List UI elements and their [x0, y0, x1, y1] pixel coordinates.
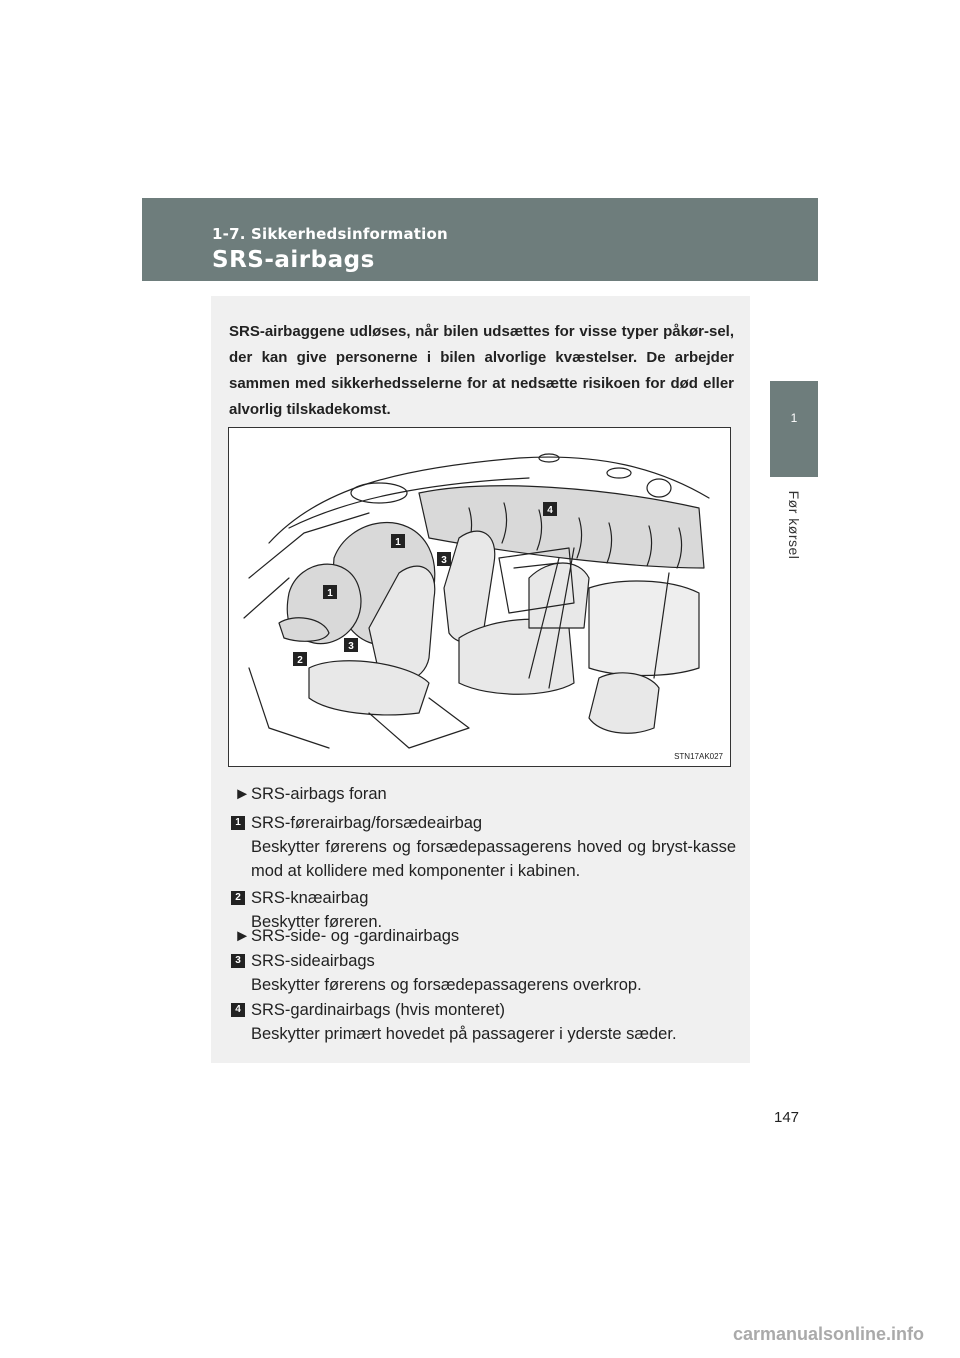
figure-badge-3b-label: 3 — [348, 641, 354, 652]
number-badge-1: 1 — [231, 816, 245, 830]
front-airbags-heading-text: SRS-airbags foran — [251, 785, 387, 803]
number-badge-4: 4 — [231, 1003, 245, 1017]
page-title: SRS-airbags — [212, 247, 375, 273]
item-2-title: SRS-knæairbag — [251, 889, 369, 907]
item-3-description: Beskytter førerens og forsædepassagerens overkrop. — [251, 976, 642, 994]
number-badge-2: 2 — [231, 891, 245, 905]
item-4-description: Beskytter primært hovedet på passagerer i yderste sæder. — [251, 1025, 677, 1043]
watermark-text[interactable]: carmanualsonline.info — [733, 1324, 925, 1344]
page-number: 147 — [774, 1109, 800, 1126]
airbag-illustration — [228, 427, 731, 767]
item-3-title: SRS-sideairbags — [251, 952, 375, 970]
section-label: 1-7. Sikkerhedsinformation — [212, 225, 448, 243]
chapter-header — [142, 198, 818, 281]
front-airbags-heading — [231, 782, 736, 806]
figure-badge-4-label: 4 — [547, 505, 553, 516]
side-airbags-heading-text: SRS-side- og -gardinairbags — [251, 927, 460, 945]
intro-paragraph: SRS-airbaggene udløses, når bilen udsættes for visse typer påkør-sel, der kan give personerne i bilen alvorlige kvæstelser. De arbejder sammen med sikkerhedsselerne for at nedsætte risikoen for død eller alvorlig tilskadekomst. — [229, 323, 734, 418]
triangle-bullet-icon: ► — [234, 785, 251, 803]
chapter-tab[interactable] — [770, 381, 818, 477]
list-item-4 — [231, 998, 736, 1046]
figure-badge-1b-label: 1 — [327, 588, 333, 599]
item-2-description: Beskytter føreren. — [251, 913, 383, 931]
figure-badge-1a-label: 1 — [395, 537, 401, 548]
figure-code: STN17AK027 — [674, 752, 723, 761]
triangle-bullet-icon: ► — [234, 927, 251, 945]
side-airbags-heading — [231, 924, 736, 948]
item-4-title: SRS-gardinairbags (hvis monteret) — [251, 1001, 506, 1019]
chapter-tab-label: Før kørsel — [786, 490, 802, 560]
car-interior-drawing — [229, 428, 731, 767]
content-box — [211, 296, 750, 1063]
list-item-1 — [231, 811, 736, 883]
figure-badge-3a-label: 3 — [441, 555, 447, 566]
item-1-description: Beskytter førerens og forsædepassagerens hoved og bryst-kasse mod at kollidere med komponenter i kabinen. — [251, 838, 736, 880]
list-item-3 — [231, 949, 736, 997]
chapter-tab-number: 1 — [790, 411, 798, 425]
item-1-title: SRS-førerairbag/forsædeairbag — [251, 814, 483, 832]
number-badge-3: 3 — [231, 954, 245, 968]
figure-badge-2-label: 2 — [297, 655, 303, 666]
